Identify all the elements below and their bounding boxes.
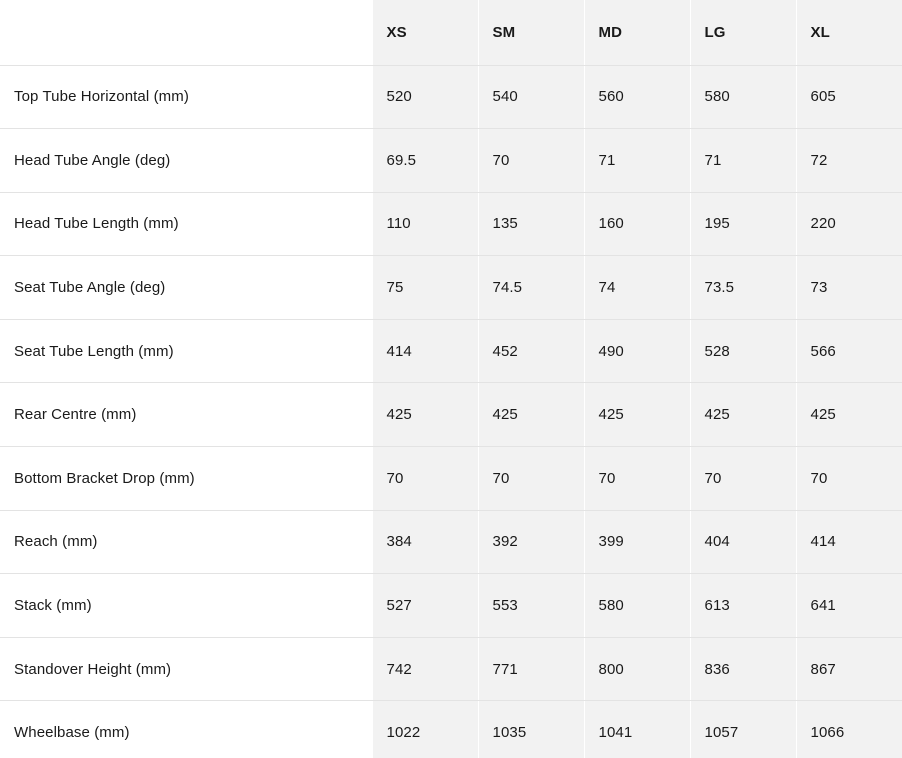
column-header-xl: XL bbox=[796, 0, 902, 65]
row-label: Top Tube Horizontal (mm) bbox=[0, 65, 372, 129]
cell-lg: 836 bbox=[690, 637, 796, 701]
cell-sm: 540 bbox=[478, 65, 584, 129]
cell-md: 425 bbox=[584, 383, 690, 447]
cell-xs: 520 bbox=[372, 65, 478, 129]
row-label: Head Tube Length (mm) bbox=[0, 192, 372, 256]
table-row bbox=[0, 701, 902, 758]
cell-md: 399 bbox=[584, 510, 690, 574]
cell-md: 71 bbox=[584, 129, 690, 193]
cell-xl: 605 bbox=[796, 65, 902, 129]
cell-lg: 70 bbox=[690, 447, 796, 511]
cell-lg: 73.5 bbox=[690, 256, 796, 320]
cell-xs: 1022 bbox=[372, 701, 478, 758]
column-header-xs: XS bbox=[372, 0, 478, 65]
table-body bbox=[0, 65, 902, 758]
cell-md: 70 bbox=[584, 447, 690, 511]
cell-xs: 75 bbox=[372, 256, 478, 320]
cell-sm: 1035 bbox=[478, 701, 584, 758]
header-corner-cell bbox=[0, 0, 372, 65]
cell-md: 74 bbox=[584, 256, 690, 320]
cell-lg: 613 bbox=[690, 574, 796, 638]
row-label: Rear Centre (mm) bbox=[0, 383, 372, 447]
cell-xs: 69.5 bbox=[372, 129, 478, 193]
row-label: Reach (mm) bbox=[0, 510, 372, 574]
table-row bbox=[0, 447, 902, 511]
row-label: Bottom Bracket Drop (mm) bbox=[0, 447, 372, 511]
cell-lg: 195 bbox=[690, 192, 796, 256]
column-header-md: MD bbox=[584, 0, 690, 65]
table-row bbox=[0, 510, 902, 574]
cell-xs: 742 bbox=[372, 637, 478, 701]
row-label: Seat Tube Length (mm) bbox=[0, 319, 372, 383]
cell-sm: 135 bbox=[478, 192, 584, 256]
cell-sm: 452 bbox=[478, 319, 584, 383]
table-row bbox=[0, 256, 902, 320]
header-row bbox=[0, 0, 902, 65]
cell-lg: 1057 bbox=[690, 701, 796, 758]
table-row bbox=[0, 192, 902, 256]
cell-xl: 70 bbox=[796, 447, 902, 511]
cell-sm: 74.5 bbox=[478, 256, 584, 320]
cell-md: 560 bbox=[584, 65, 690, 129]
table-row bbox=[0, 637, 902, 701]
row-label: Head Tube Angle (deg) bbox=[0, 129, 372, 193]
table-row bbox=[0, 319, 902, 383]
cell-xs: 110 bbox=[372, 192, 478, 256]
row-label: Standover Height (mm) bbox=[0, 637, 372, 701]
table-row bbox=[0, 65, 902, 129]
cell-xl: 641 bbox=[796, 574, 902, 638]
table-header bbox=[0, 0, 902, 65]
table-row bbox=[0, 383, 902, 447]
cell-xl: 73 bbox=[796, 256, 902, 320]
cell-sm: 70 bbox=[478, 447, 584, 511]
cell-xl: 414 bbox=[796, 510, 902, 574]
column-header-sm: SM bbox=[478, 0, 584, 65]
cell-lg: 404 bbox=[690, 510, 796, 574]
cell-lg: 580 bbox=[690, 65, 796, 129]
cell-sm: 70 bbox=[478, 129, 584, 193]
cell-xs: 70 bbox=[372, 447, 478, 511]
cell-lg: 425 bbox=[690, 383, 796, 447]
cell-sm: 553 bbox=[478, 574, 584, 638]
column-header-lg: LG bbox=[690, 0, 796, 65]
cell-xl: 72 bbox=[796, 129, 902, 193]
row-label: Stack (mm) bbox=[0, 574, 372, 638]
cell-xl: 220 bbox=[796, 192, 902, 256]
cell-xl: 566 bbox=[796, 319, 902, 383]
row-label: Seat Tube Angle (deg) bbox=[0, 256, 372, 320]
cell-lg: 71 bbox=[690, 129, 796, 193]
table-row bbox=[0, 129, 902, 193]
cell-xl: 425 bbox=[796, 383, 902, 447]
table-row bbox=[0, 574, 902, 638]
cell-sm: 392 bbox=[478, 510, 584, 574]
cell-xs: 425 bbox=[372, 383, 478, 447]
row-label: Wheelbase (mm) bbox=[0, 701, 372, 758]
cell-md: 1041 bbox=[584, 701, 690, 758]
cell-xs: 414 bbox=[372, 319, 478, 383]
cell-xl: 867 bbox=[796, 637, 902, 701]
cell-md: 490 bbox=[584, 319, 690, 383]
cell-md: 580 bbox=[584, 574, 690, 638]
cell-sm: 425 bbox=[478, 383, 584, 447]
cell-lg: 528 bbox=[690, 319, 796, 383]
cell-xs: 527 bbox=[372, 574, 478, 638]
cell-xs: 384 bbox=[372, 510, 478, 574]
cell-xl: 1066 bbox=[796, 701, 902, 758]
cell-md: 160 bbox=[584, 192, 690, 256]
cell-sm: 771 bbox=[478, 637, 584, 701]
cell-md: 800 bbox=[584, 637, 690, 701]
